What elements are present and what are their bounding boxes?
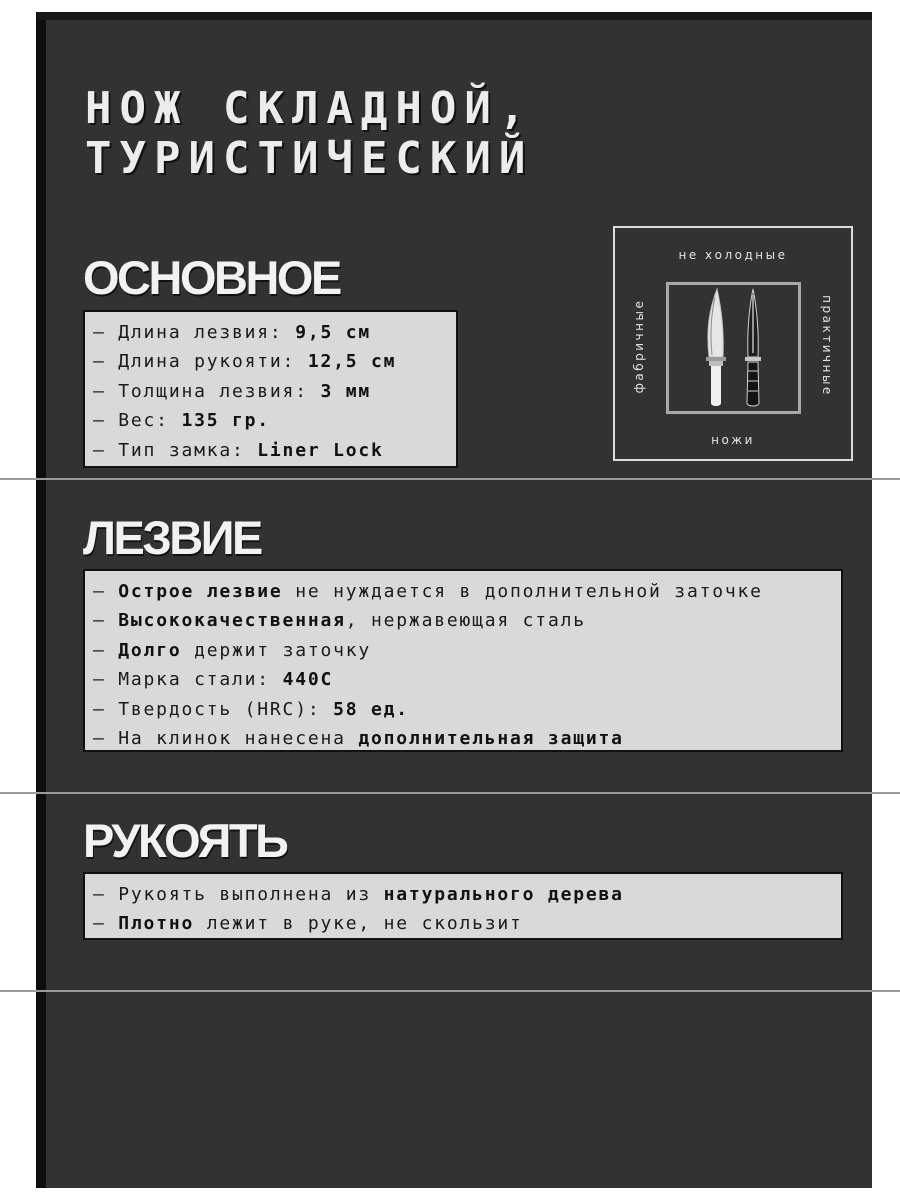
logo-bottom-text: ножи	[711, 433, 755, 447]
title-line-1: НОЖ СКЛАДНОЙ,	[85, 83, 534, 134]
spec-text: —	[93, 610, 119, 632]
product-title	[85, 84, 533, 184]
spec-text: — Рукоять выполнена из	[93, 884, 384, 905]
spec-item	[93, 436, 456, 465]
blade-specs-box	[83, 569, 843, 752]
section-title-handle: РУКОЯТЬ	[83, 814, 287, 867]
spec-item	[93, 577, 841, 606]
spec-text: лежит в руке, не скользит	[194, 913, 523, 935]
spec-value: 440С	[282, 669, 334, 691]
spec-item	[93, 909, 841, 938]
spec-value: 3 мм	[320, 380, 372, 402]
spec-text: — Марка стали:	[93, 669, 283, 691]
spec-value: Плотно	[118, 913, 195, 935]
section-divider	[0, 990, 900, 992]
spec-item	[93, 695, 841, 724]
spec-value: 58 ед.	[333, 698, 409, 720]
spec-text: — Тип замка:	[93, 439, 258, 461]
spec-text: не нуждается в дополнительной заточке	[282, 581, 763, 602]
spec-text: — Длина рукояти:	[93, 351, 308, 373]
spec-item	[93, 377, 456, 406]
spec-text: —	[93, 581, 119, 602]
spec-item	[93, 724, 841, 752]
spec-text: — Вес:	[93, 410, 182, 432]
spec-value: Высококачественная	[118, 610, 346, 632]
handle-specs-box	[83, 872, 843, 940]
logo-right-text: практичные	[820, 295, 834, 397]
spec-item	[93, 606, 841, 635]
handle-specs-list	[93, 880, 841, 939]
main-specs-box	[83, 310, 458, 468]
spec-value: Liner Lock	[257, 439, 384, 461]
main-specs-list	[93, 318, 456, 465]
spec-item	[93, 880, 841, 909]
section-divider	[0, 478, 900, 480]
spec-item	[93, 665, 841, 694]
section-divider	[0, 792, 900, 794]
spec-text: — На клинок нанесена	[93, 728, 359, 750]
spec-text: — Твердость (HRC):	[93, 698, 334, 720]
spec-value: Острое лезвие	[118, 581, 283, 602]
spec-text: держит заточку	[181, 639, 372, 661]
spec-value: 135 гр.	[181, 410, 270, 432]
logo-top-text: не холодные	[678, 248, 788, 262]
blade-specs-list	[93, 577, 841, 752]
spec-text: —	[93, 639, 119, 661]
section-title-main: ОСНОВНОЕ	[83, 251, 340, 304]
spec-item	[93, 406, 456, 435]
card-top-edge	[36, 12, 872, 20]
spec-item	[93, 318, 456, 347]
spec-text: , нержавеющая сталь	[345, 610, 586, 632]
logo-frame	[666, 282, 801, 414]
brand-logo	[613, 226, 853, 461]
spec-text: — Толщина лезвия:	[93, 380, 321, 402]
spec-value: натурального дерева	[383, 884, 624, 905]
spec-value: дополнительная защита	[358, 728, 624, 750]
spec-value: 9,5 см	[295, 322, 372, 343]
spec-item	[93, 636, 841, 665]
spec-value: 12,5 см	[307, 351, 397, 373]
title-line-2: ТУРИСТИЧЕСКИЙ	[85, 133, 534, 184]
spec-value: Долго	[118, 639, 182, 661]
logo-left-text: фабричные	[632, 298, 646, 394]
two-knives-icon	[669, 285, 798, 411]
spec-text: —	[93, 913, 119, 935]
card-left-edge	[36, 12, 46, 1188]
section-title-blade: ЛЕЗВИЕ	[83, 511, 261, 564]
spec-text: — Длина лезвия:	[93, 322, 296, 343]
spec-item	[93, 347, 456, 376]
